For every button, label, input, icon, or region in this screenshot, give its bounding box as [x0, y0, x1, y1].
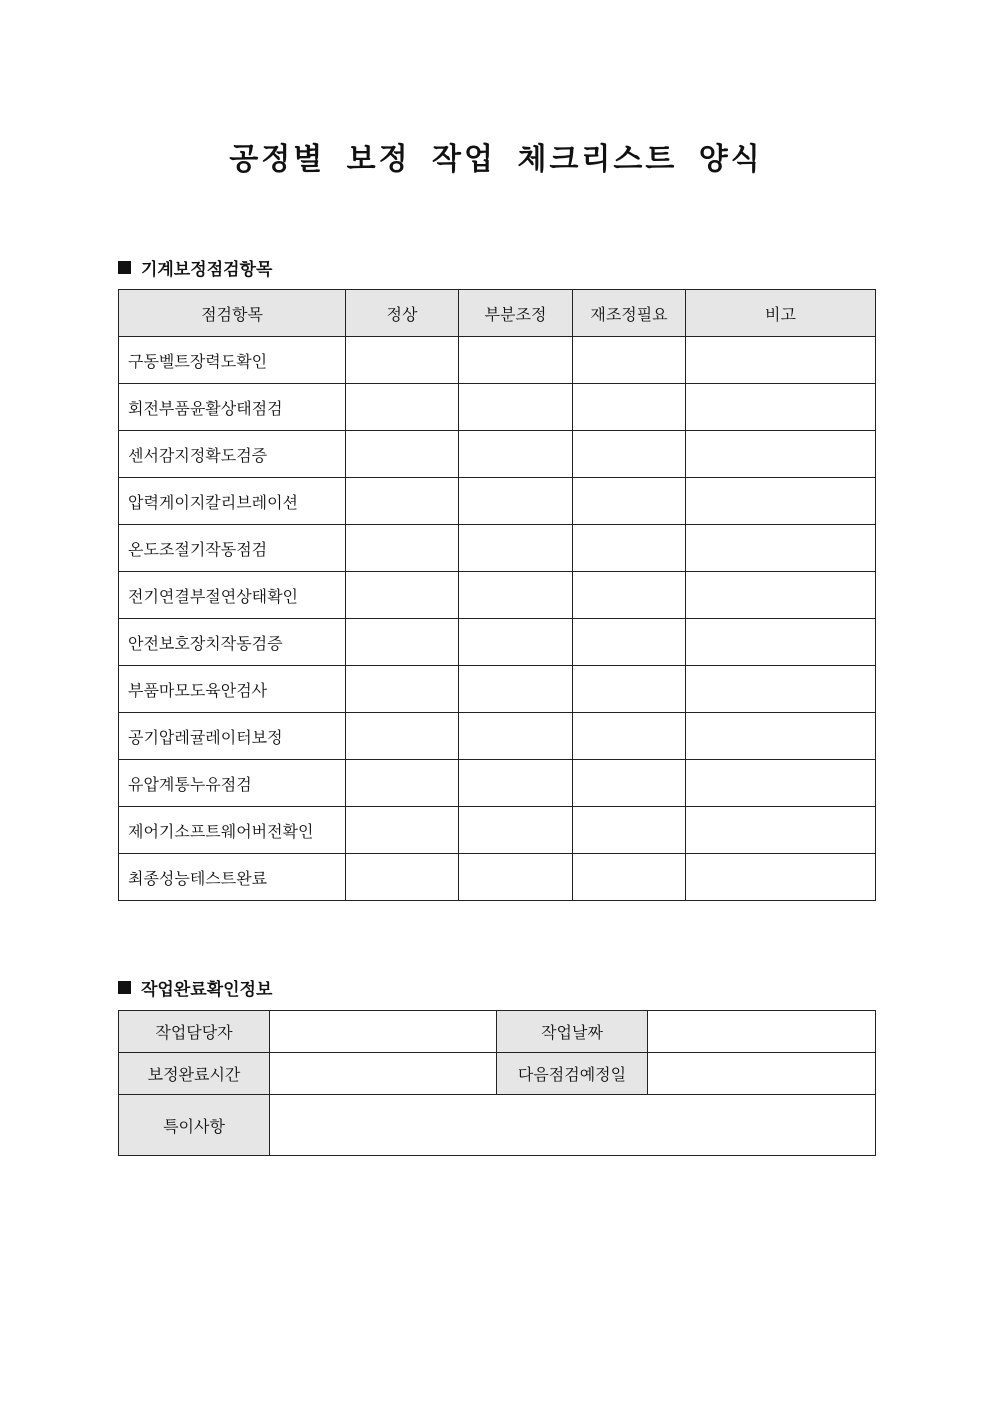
table-row [119, 478, 876, 525]
normal-cell[interactable] [346, 666, 459, 713]
notes-field[interactable] [270, 1095, 876, 1156]
work-date-field[interactable] [648, 1011, 876, 1053]
table-row [119, 807, 876, 854]
completion-info-table [118, 1010, 876, 1156]
square-bullet-icon [118, 261, 131, 274]
check-item-label: 유압계통누유점검 [119, 760, 346, 807]
table-row [119, 572, 876, 619]
worker-field[interactable] [270, 1011, 497, 1053]
square-bullet-icon [118, 981, 131, 994]
partial-adjust-cell[interactable] [459, 713, 573, 760]
table-row [119, 713, 876, 760]
readjust-needed-cell[interactable] [573, 431, 686, 478]
remarks-cell[interactable] [686, 807, 876, 854]
remarks-cell[interactable] [686, 666, 876, 713]
readjust-needed-cell[interactable] [573, 807, 686, 854]
table-row [119, 1011, 876, 1053]
readjust-needed-cell[interactable] [573, 619, 686, 666]
normal-cell[interactable] [346, 854, 459, 901]
check-item-label: 센서감지정확도검증 [119, 431, 346, 478]
table-row [119, 1095, 876, 1156]
partial-adjust-cell[interactable] [459, 337, 573, 384]
check-item-label: 구동벨트장력도확인 [119, 337, 346, 384]
label-work-date: 작업날짜 [497, 1011, 648, 1053]
check-item-label: 압력게이지칼리브레이션 [119, 478, 346, 525]
check-item-label: 부품마모도육안검사 [119, 666, 346, 713]
table-row [119, 384, 876, 431]
complete-time-field[interactable] [270, 1053, 497, 1095]
header-normal: 정상 [346, 290, 459, 337]
remarks-cell[interactable] [686, 525, 876, 572]
label-notes: 특이사항 [119, 1095, 270, 1156]
check-item-label: 전기연결부절연상태확인 [119, 572, 346, 619]
normal-cell[interactable] [346, 384, 459, 431]
check-item-label: 최종성능테스트완료 [119, 854, 346, 901]
check-item-label: 공기압레귤레이터보정 [119, 713, 346, 760]
partial-adjust-cell[interactable] [459, 619, 573, 666]
table-row [119, 619, 876, 666]
normal-cell[interactable] [346, 807, 459, 854]
partial-adjust-cell[interactable] [459, 384, 573, 431]
label-complete-time: 보정완료시간 [119, 1053, 270, 1095]
readjust-needed-cell[interactable] [573, 713, 686, 760]
header-partial-adjust: 부분조정 [459, 290, 573, 337]
normal-cell[interactable] [346, 431, 459, 478]
partial-adjust-cell[interactable] [459, 760, 573, 807]
normal-cell[interactable] [346, 713, 459, 760]
table-row [119, 666, 876, 713]
readjust-needed-cell[interactable] [573, 572, 686, 619]
partial-adjust-cell[interactable] [459, 666, 573, 713]
header-check-item: 점검항목 [119, 290, 346, 337]
table-row [119, 337, 876, 384]
readjust-needed-cell[interactable] [573, 478, 686, 525]
label-worker: 작업담당자 [119, 1011, 270, 1053]
check-item-label: 제어기소프트웨어버전확인 [119, 807, 346, 854]
calibration-checklist-table [118, 289, 876, 901]
remarks-cell[interactable] [686, 572, 876, 619]
normal-cell[interactable] [346, 525, 459, 572]
check-item-label: 회전부품윤활상태점검 [119, 384, 346, 431]
remarks-cell[interactable] [686, 478, 876, 525]
table-row [119, 431, 876, 478]
remarks-cell[interactable] [686, 337, 876, 384]
section-title-text: 기계보정점검항목 [141, 260, 273, 280]
readjust-needed-cell[interactable] [573, 666, 686, 713]
section-title-calibration [118, 255, 272, 280]
table-row [119, 760, 876, 807]
normal-cell[interactable] [346, 760, 459, 807]
table-row [119, 854, 876, 901]
remarks-cell[interactable] [686, 384, 876, 431]
remarks-cell[interactable] [686, 854, 876, 901]
partial-adjust-cell[interactable] [459, 807, 573, 854]
partial-adjust-cell[interactable] [459, 854, 573, 901]
check-item-label: 온도조절기작동점검 [119, 525, 346, 572]
table-header-row [119, 290, 876, 337]
normal-cell[interactable] [346, 337, 459, 384]
section-title-completion [118, 975, 272, 1000]
page-title: 공정별 보정 작업 체크리스트 양식 [229, 142, 763, 177]
normal-cell[interactable] [346, 572, 459, 619]
header-readjust-needed: 재조정필요 [573, 290, 686, 337]
header-remarks: 비고 [686, 290, 876, 337]
readjust-needed-cell[interactable] [573, 760, 686, 807]
remarks-cell[interactable] [686, 760, 876, 807]
table-row [119, 525, 876, 572]
check-item-label: 안전보호장치작동검증 [119, 619, 346, 666]
remarks-cell[interactable] [686, 713, 876, 760]
partial-adjust-cell[interactable] [459, 478, 573, 525]
section-title-text: 작업완료확인정보 [141, 980, 273, 1000]
next-check-date-field[interactable] [648, 1053, 876, 1095]
remarks-cell[interactable] [686, 619, 876, 666]
readjust-needed-cell[interactable] [573, 337, 686, 384]
readjust-needed-cell[interactable] [573, 854, 686, 901]
partial-adjust-cell[interactable] [459, 431, 573, 478]
label-next-check-date: 다음점검예정일 [497, 1053, 648, 1095]
readjust-needed-cell[interactable] [573, 525, 686, 572]
table-row [119, 1053, 876, 1095]
partial-adjust-cell[interactable] [459, 525, 573, 572]
remarks-cell[interactable] [686, 431, 876, 478]
readjust-needed-cell[interactable] [573, 384, 686, 431]
normal-cell[interactable] [346, 619, 459, 666]
normal-cell[interactable] [346, 478, 459, 525]
partial-adjust-cell[interactable] [459, 572, 573, 619]
